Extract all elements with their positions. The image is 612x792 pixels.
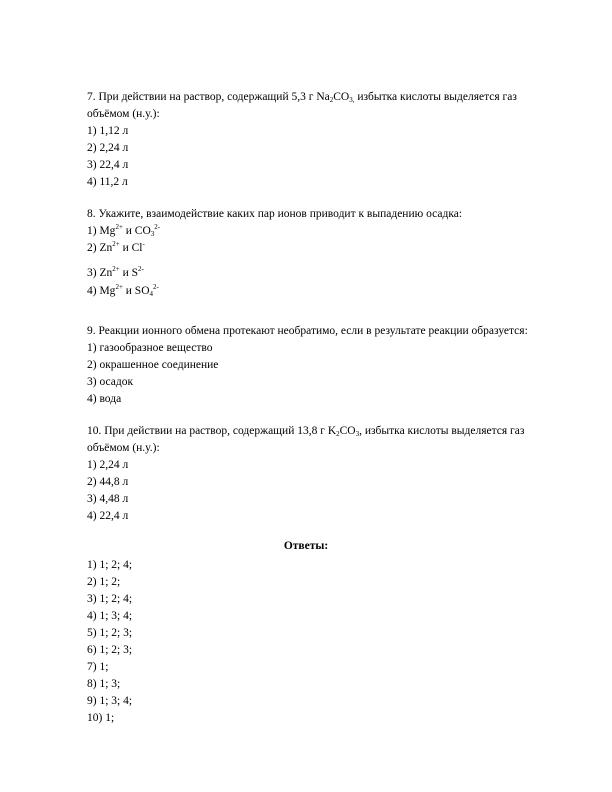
q8-opt1-a: 1) Mg: [87, 225, 116, 237]
answer-item-2: 2) 1; 2;: [87, 576, 121, 588]
q8-opt3-a: 3) Zn: [87, 267, 113, 279]
answer-item-8: 8) 1; 3;: [87, 678, 121, 690]
answer-item-5: 5) 1; 2; 3;: [87, 627, 133, 639]
q9-option-1: 1) газообразное вещество: [87, 342, 213, 354]
q10-option-4: 4) 22,4 л: [87, 510, 129, 522]
answer-item-1: 1) 1; 2; 4;: [87, 559, 133, 571]
q7-option-1: 1) 1,12 л: [87, 125, 129, 137]
q8-opt4-sup1: 2+: [115, 283, 123, 291]
q10-text-b: CO: [339, 425, 356, 437]
answer-item-4: 4) 1; 3; 4;: [87, 610, 133, 622]
q8-opt3-sup2: 2-: [138, 265, 144, 273]
q8-opt4-sub: 4: [149, 290, 153, 298]
answer-item-9: 9) 1; 3; 4;: [87, 695, 133, 707]
q8-opt1-sub: 3: [150, 230, 155, 238]
q7-sub1: 2: [329, 96, 334, 104]
q10-option-1: 1) 2,24 л: [87, 459, 129, 471]
q10-option-3: 3) 4,48 л: [87, 493, 129, 505]
q9-text: 9. Реакции ионного обмена протекают необратимо, если в результате реакции образуется:: [87, 325, 528, 337]
q7-option-2: 2) 2,24 л: [87, 142, 129, 154]
q9-option-4: 4) вода: [87, 393, 122, 405]
q8-opt1-sup1: 2+: [115, 223, 123, 231]
q10-option-2: 2) 44,8 л: [87, 476, 129, 488]
q8-opt3-sup1: 2+: [112, 265, 120, 273]
q10-text-a: 10. При действии на раствор, содержащий 13,8 г K: [87, 425, 337, 437]
q10-sub1: 2: [336, 430, 340, 438]
q10-text-c: , избытка кислоты выделяется газ: [359, 425, 525, 437]
q8-option-4: [87, 285, 159, 298]
q8-opt2-b: и Cl: [119, 242, 143, 254]
q8-text: 8. Укажите, взаимодействие каких пар ионов приводит к выпадению осадка:: [87, 208, 463, 220]
q8-opt2-sup2: -: [142, 240, 145, 248]
answer-item-6: 6) 1; 2; 3;: [87, 644, 133, 656]
q7-option-4: 4) 11,2 л: [87, 176, 128, 188]
q8-option-1: [87, 225, 160, 238]
q9-option-3: 3) осадок: [87, 376, 134, 388]
q8-opt3-b: и S: [119, 267, 138, 279]
answers-title: Ответы:: [283, 540, 329, 552]
q8-opt2-a: 2) Zn: [87, 242, 113, 254]
q8-option-2: [87, 242, 145, 255]
answer-item-3: 3) 1; 2; 4;: [87, 593, 133, 605]
answer-item-7: 7) 1;: [87, 661, 109, 673]
q8-opt4-sup2: 2-: [153, 283, 159, 291]
q7-text-c: избытка кислоты выделяется газ: [354, 91, 517, 103]
q10-text2: объёмом (н.у.):: [87, 442, 160, 454]
q8-option-3: [87, 267, 144, 280]
q7-sub2: 3,: [349, 96, 355, 104]
answer-item-10: 10) 1;: [87, 712, 115, 724]
q8-opt1-sup2: 2-: [154, 223, 161, 231]
q7-text-a: 7. При действии на раствор, содержащий 5,3 г Na: [87, 91, 330, 103]
q10-sub2: 3: [355, 430, 360, 438]
q8-opt2-sup1: 2+: [112, 240, 120, 248]
q8-opt1-b: и CO: [122, 225, 151, 237]
q9-option-2: 2) окрашенное соединение: [87, 359, 219, 371]
q8-opt4-b: и SO: [122, 285, 150, 297]
q7-text2: объёмом (н.у.):: [87, 108, 160, 120]
q7-option-3: 3) 22,4 л: [87, 159, 129, 171]
q8-opt4-a: 4) Mg: [87, 285, 116, 297]
q10-text: [87, 425, 524, 438]
q7-text: [87, 91, 517, 104]
q7-text-b: CO: [333, 91, 350, 103]
